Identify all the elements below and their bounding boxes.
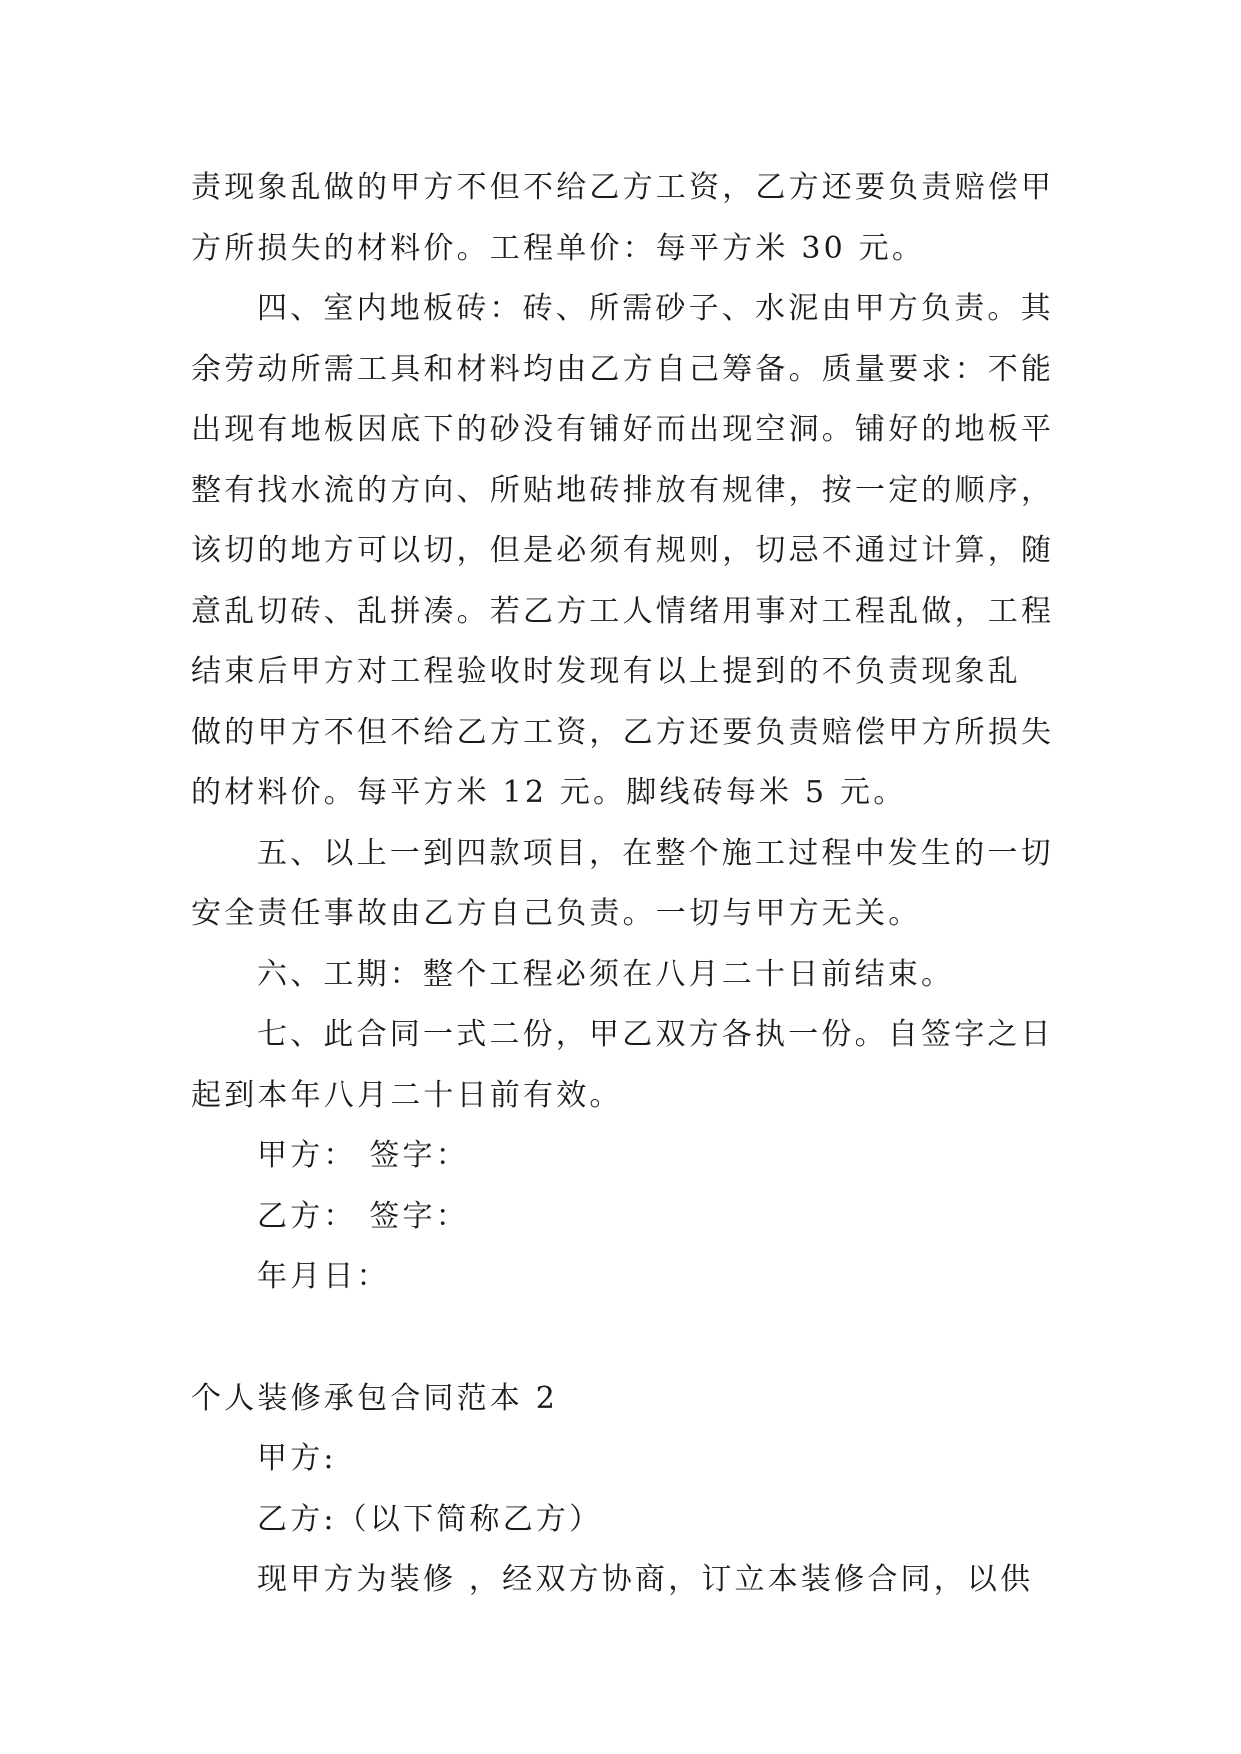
document-body	[191, 158, 1055, 1611]
contract-clauses	[191, 158, 1055, 1308]
section-spacer	[191, 1308, 1051, 1369]
contract-preamble	[191, 1429, 1051, 1611]
text-line: 四、室内地板砖：砖、所需砂子、水泥由甲方负责。其	[257, 291, 1054, 326]
text-line: 现甲方为装修 ，经双方协商，订立本装修合同，以供	[257, 1562, 1034, 1597]
text-line: 七、此合同一式二份，甲乙双方各执一份。自签字之日	[257, 1017, 1054, 1052]
text-line: 安全责任事故由乙方自己负责。一切与甲方无关。	[191, 896, 922, 931]
text-line: 的材料价。每平方米 12 元。脚线砖每米 5 元。	[191, 775, 907, 810]
text-line: 结束后甲方对工程验收时发现有以上提到的不负责现象乱	[191, 654, 1021, 689]
text-line: 整有找水流的方向、所贴地砖排放有规律，按一定的顺序，	[191, 472, 1055, 508]
text-line: 甲方:	[257, 1441, 337, 1476]
text-line: 出现有地板因底下的砂没有铺好而出现空洞。铺好的地板平	[191, 412, 1055, 447]
text-line: 年月日：	[257, 1259, 390, 1294]
section-title: 个人装修承包合同范本 2	[191, 1380, 559, 1416]
text-line: 六、工期：整个工程必须在八月二十日前结束。	[257, 956, 955, 992]
text-line: 方所损失的材料价。工程单价：每平方米 30 元。	[191, 230, 926, 266]
text-line: 做的甲方不但不给乙方工资，乙方还要负责赔偿甲方所损失	[191, 714, 1055, 750]
text-line: 乙方:（以下简称乙方）	[257, 1501, 603, 1537]
text-line: 起到本年八月二十日前有效。	[191, 1077, 623, 1113]
text-line: 乙方： 签字：	[257, 1198, 469, 1234]
text-line: 五、以上一到四款项目，在整个施工过程中发生的一切	[257, 835, 1054, 871]
text-line: 余劳动所需工具和材料均由乙方自己筹备。质量要求：不能	[191, 351, 1055, 387]
text-line: 责现象乱做的甲方不但不给乙方工资，乙方还要负责赔偿甲	[191, 170, 1055, 205]
text-line: 该切的地方可以切，但是必须有规则，切忌不通过计算，随	[191, 533, 1055, 568]
text-line: 甲方： 签字：	[257, 1138, 469, 1173]
text-line: 意乱切砖、乱拼凑。若乙方工人情绪用事对工程乱做，工程	[191, 593, 1055, 629]
